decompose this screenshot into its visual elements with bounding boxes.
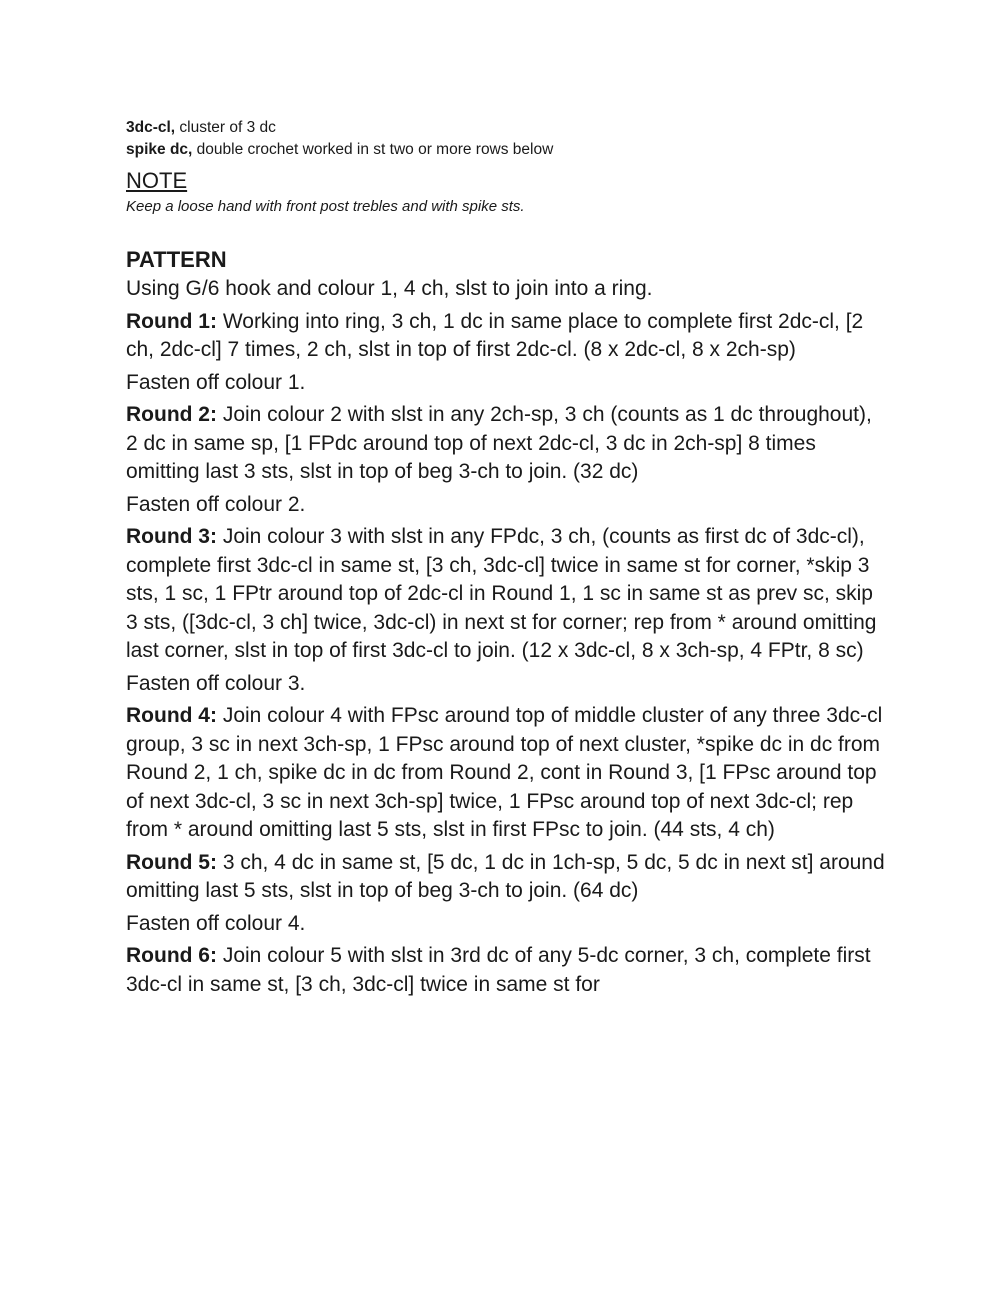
fasten-off-1 — [126, 369, 886, 398]
abbreviation-spike-dc — [126, 139, 886, 161]
round-text: Join colour 2 with slst in any 2ch-sp, 3 ch (counts as 1 dc throughout), 2 dc in same sp, [1 FPdc around top of next 2dc-cl, 3 dc in 2ch-sp] 8 times omitting last 3 sts, slst in top of beg 3-ch to join. (32 dc) — [126, 403, 872, 483]
round-text: Fasten off colour 3. — [126, 671, 306, 695]
round-text: Working into ring, 3 ch, 1 dc in same place to complete first 2dc-cl, [2 ch, 2dc-cl] 7 times, 2 ch, slst in top of first 2dc-cl. (8 x 2dc-cl, 8 x 2ch-sp) — [126, 309, 864, 361]
round-text: Fasten off colour 4. — [126, 911, 306, 935]
round-text: 3 ch, 4 dc in same st, [5 dc, 1 dc in 1ch-sp, 5 dc, 5 dc in next st] around omitting last 5 sts, slst in top of beg 3-ch to join. (64 dc) — [126, 850, 885, 902]
fasten-off-2 — [126, 491, 886, 520]
round-label: Round 2: — [126, 403, 217, 426]
round-text: Join colour 3 with slst in any FPdc, 3 ch, (counts as first dc of 3dc-cl), complete first 3dc-cl in same st, [3 ch, 3dc-cl] twice in same st for corner, *skip 3 sts, 1 sc, 1 FPtr around top of 2dc-cl in Round 1, 1 sc in same st as prev sc, skip 3 sts, ([3dc-cl, 3 ch] twice, 3dc-cl) in next st for corner; rep from * around omitting last corner, slst in top of first 3dc-cl to join. (12 x 3dc-cl, 8 x 3ch-sp, 4 FPtr, 8 sc) — [126, 525, 877, 662]
round-label: Round 3: — [126, 525, 217, 548]
note-heading: NOTE — [126, 168, 188, 193]
pattern-heading: PATTERN — [126, 247, 227, 272]
abbreviation-definition: cluster of 3 dc — [175, 119, 276, 136]
round-5 — [126, 849, 886, 906]
round-text: Fasten off colour 2. — [126, 492, 306, 516]
round-label: Round 5: — [126, 850, 217, 874]
round-2 — [126, 401, 886, 487]
round-text: Fasten off colour 1. — [126, 370, 306, 394]
round-6 — [126, 942, 886, 999]
round-1 — [126, 308, 886, 365]
round-text: Join colour 5 with slst in 3rd dc of any 5-dc corner, 3 ch, complete first 3dc-cl in same st, [3 ch, 3dc-cl] twice in same st for — [126, 944, 871, 996]
round-3 — [126, 523, 886, 666]
fasten-off-3 — [126, 670, 886, 699]
round-label: Round 6: — [126, 944, 217, 967]
round-4 — [126, 702, 886, 845]
pattern-intro: Using G/6 hook and colour 1, 4 ch, slst to join into a ring. — [126, 277, 653, 300]
abbreviation-3dc-cl — [126, 117, 886, 139]
fasten-off-4 — [126, 910, 886, 939]
abbreviation-definition: double crochet worked in st two or more rows below — [192, 141, 554, 158]
abbreviation-term: 3dc-cl, — [126, 119, 176, 136]
abbreviation-term: spike dc, — [126, 141, 193, 158]
document-page — [126, 117, 886, 1003]
note-text: Keep a loose hand with front post trebles and with spike sts. — [126, 198, 525, 215]
round-label: Round 4: — [126, 704, 217, 727]
round-text: Join colour 4 with FPsc around top of middle cluster of any three 3dc-cl group, 3 sc in next 3ch-sp, 1 FPsc around top of next cluster, *spike dc in dc from Round 2, 1 ch, spike dc in dc from Round 2, cont in Round 3, [1 FPsc around top of next 3dc-cl, 3 sc in next 3ch-sp] twice, 1 FPsc around top of next 3dc-cl; rep from * around omitting last 5 sts, slst in first FPsc to join. (44 sts, 4 ch) — [126, 704, 883, 841]
round-label: Round 1: — [126, 309, 217, 333]
